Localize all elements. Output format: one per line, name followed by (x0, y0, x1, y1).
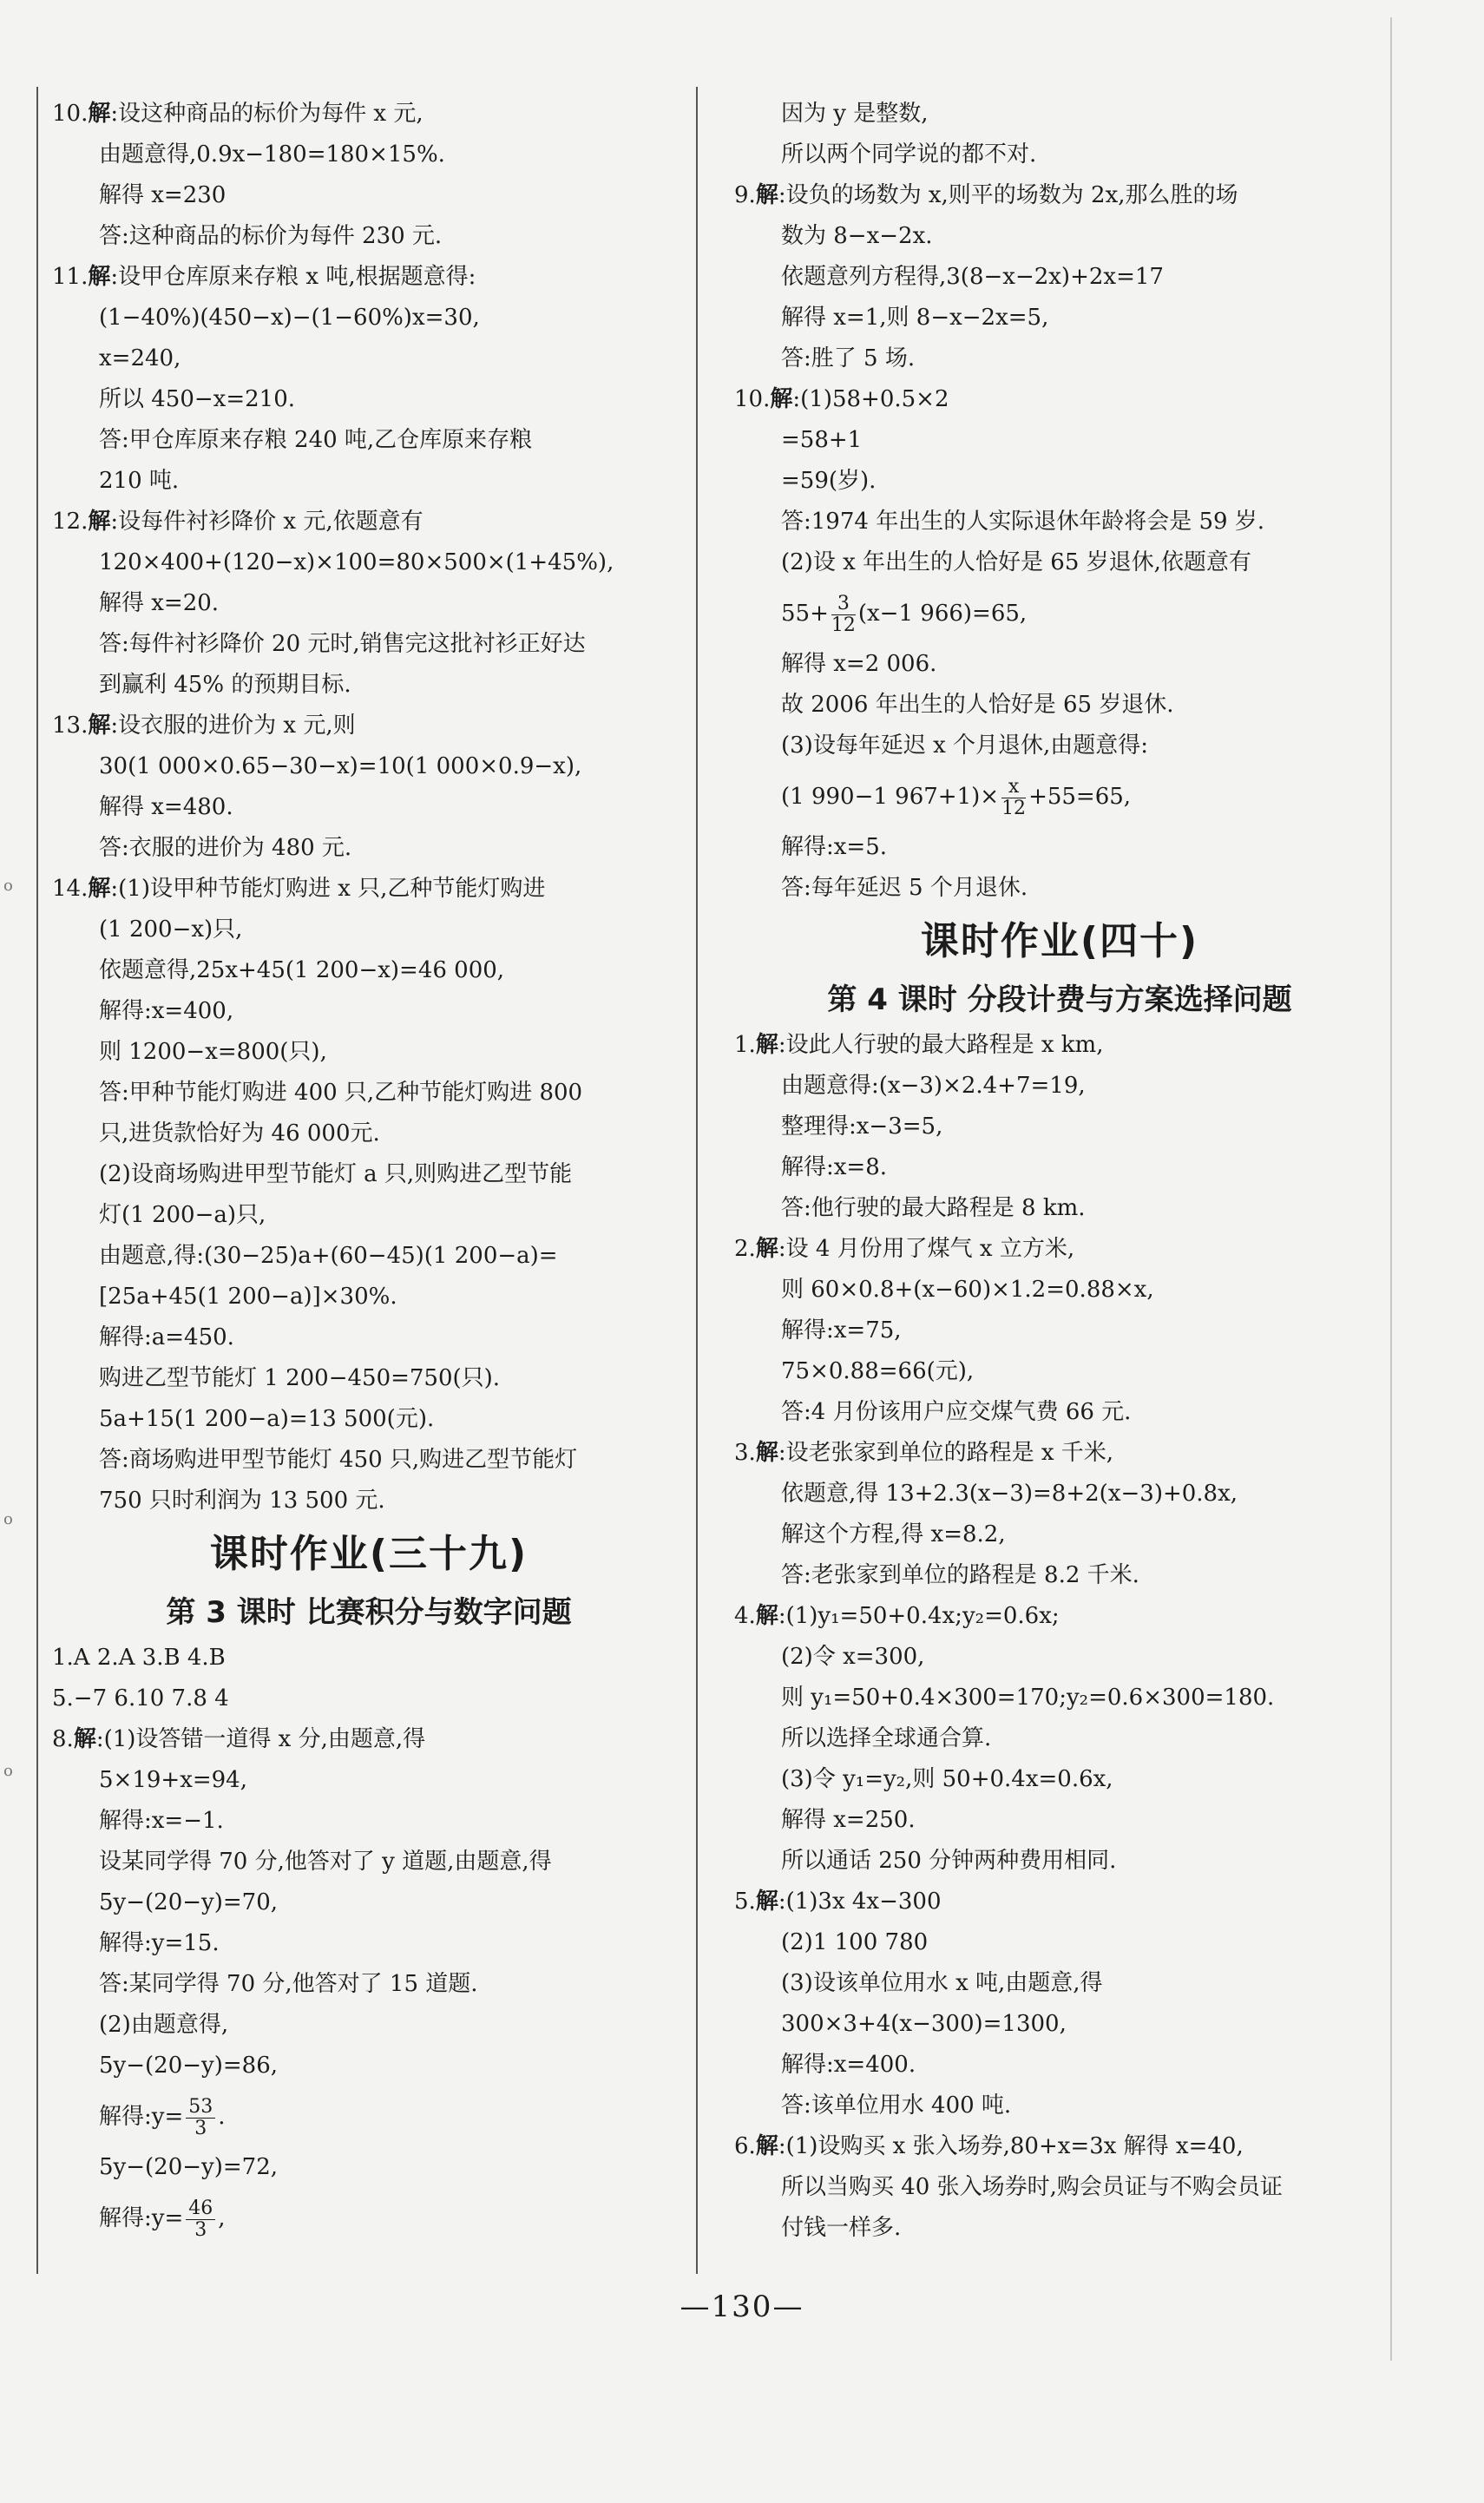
solution-line: 付钱一样多. (781, 2215, 902, 2241)
problem-number: 10. (734, 386, 771, 412)
problem-6 (734, 2126, 1385, 2167)
solution-label: 解 (755, 1440, 778, 1466)
solution-line: 则 y₁=50+0.4×300=170;y₂=0.6×300=180. (781, 1685, 1275, 1711)
solution-line: 灯(1 200−a)只, (99, 1202, 266, 1228)
fraction-line (734, 583, 1385, 644)
solution-line: 购进乙型节能灯 1 200−450=750(只). (99, 1365, 501, 1391)
solution-line: :设甲仓库原来存粮 x 吨,根据题意得: (110, 264, 476, 290)
column-divider (696, 87, 698, 2274)
solution-line: 120×400+(120−x)×100=80×500×(1+45%), (99, 549, 614, 575)
solution-line: 75×0.88=66(元), (781, 1358, 975, 1384)
solution-line: 解得:x=400, (99, 998, 234, 1024)
answer-line: 答:衣服的进价为 480 元. (99, 835, 352, 861)
solution-line: 故 2006 年出生的人恰好是 65 岁退休. (781, 692, 1174, 718)
problem-1 (734, 1025, 1385, 1066)
problem-5 (734, 1882, 1385, 1922)
choice-answers: 1.A 2.A 3.B 4.B (52, 1645, 226, 1671)
problem-3 (734, 1433, 1385, 1474)
solution-line: 所以选择全球通合算. (781, 1725, 992, 1751)
problem-number: 13. (52, 713, 89, 739)
problem-number: 8. (52, 1726, 74, 1752)
solution-label: 解 (88, 264, 111, 290)
answer-line: 答:胜了 5 场. (781, 345, 916, 371)
solution-line: 5y−(20−y)=86, (99, 2053, 278, 2079)
fraction-line (52, 2086, 686, 2147)
fill-answers: 5.−7 6.10 7.8 4 (52, 1685, 229, 1711)
answer-line: 答:老张家到单位的路程是 8.2 千米. (781, 1562, 1139, 1588)
solution-line: 由题意得:(x−3)×2.4+7=19, (781, 1073, 1086, 1099)
denominator: 3 (194, 2117, 207, 2139)
solution-line: 设某同学得 70 分,他答对了 y 道题,由题意,得 (99, 1849, 552, 1875)
problem-4 (734, 1596, 1385, 1637)
solution-line: (2)1 100 780 (781, 1929, 929, 1955)
solution-line: :(1)设甲种节能灯购进 x 只,乙种节能灯购进 (110, 876, 546, 902)
solution-text: 55+ (781, 601, 829, 627)
solution-line: 解得:x=−1. (99, 1808, 224, 1834)
answer-line: 答:每年延迟 5 个月退休. (781, 875, 1028, 901)
solution-line: 5y−(20−y)=72, (99, 2154, 278, 2180)
answer-line: 答:甲种节能灯购进 400 只,乙种节能灯购进 800 (99, 1080, 583, 1106)
solution-line: 则 1200−x=800(只), (99, 1039, 327, 1065)
solution-line: 依题意列方程得,3(8−x−2x)+2x=17 (781, 264, 1164, 290)
solution-label: 解 (755, 2133, 778, 2159)
left-margin-rule (36, 87, 38, 2274)
answer-line: 750 只时利润为 13 500 元. (99, 1488, 385, 1514)
solution-label: 解 (88, 101, 111, 127)
solution-label: 解 (755, 1236, 778, 1262)
fraction (186, 2198, 215, 2241)
answer-line: 答:该单位用水 400 吨. (781, 2092, 1012, 2119)
problem-number: 1. (734, 1032, 756, 1058)
solution-line: 5y−(20−y)=70, (99, 1889, 278, 1915)
solution-text: +55=65, (1028, 784, 1132, 810)
solution-line: 解得 x=250. (781, 1807, 916, 1833)
answer-line: 答:他行驶的最大路程是 8 km. (781, 1195, 1086, 1221)
solution-text: 解得:y= (99, 2205, 184, 2231)
right-column (734, 94, 1385, 2249)
solution-label: 解 (755, 1603, 778, 1629)
solution-line: (2)令 x=300, (781, 1644, 925, 1670)
solution-line: (2)由题意得, (99, 2012, 229, 2038)
numerator: 53 (186, 2097, 215, 2119)
denominator: 12 (831, 614, 856, 636)
solution-line: 解得:y=15. (99, 1930, 220, 1956)
solution-line: 解得 x=1,则 8−x−2x=5, (781, 305, 1049, 331)
left-column (52, 94, 686, 2249)
answer-line: 只,进货款恰好为 46 000元. (99, 1120, 380, 1146)
solution-label: 解 (88, 876, 111, 902)
problem-number: 5. (734, 1889, 756, 1915)
answer-line: 答:商场购进甲型节能灯 450 只,购进乙型节能灯 (99, 1447, 578, 1473)
solution-line: :设老张家到单位的路程是 x 千米, (778, 1440, 1114, 1466)
solution-line: (3)设每年延迟 x 个月退休,由题意得: (781, 733, 1149, 759)
numerator: x (1001, 777, 1026, 798)
solution-line: 解得:x=5. (781, 834, 888, 860)
solution-line: 数为 8−x−2x. (781, 223, 933, 249)
section-subheading: 第 4 课时 分段计费与方案选择问题 (827, 982, 1292, 1017)
problem-9 (734, 175, 1385, 216)
answer-line: 答:某同学得 70 分,他答对了 15 道题. (99, 1971, 478, 1997)
solution-label: 解 (755, 1889, 778, 1915)
solution-label: 解 (88, 713, 111, 739)
solution-line: :(1)设购买 x 张入场券,80+x=3x 解得 x=40, (778, 2133, 1244, 2159)
solution-line: 因为 y 是整数, (781, 101, 929, 127)
solution-line: 整理得:x−3=5, (781, 1114, 943, 1140)
answer-line: 答:每件衬衫降价 20 元时,销售完这批衬衫正好达 (99, 631, 586, 657)
problem-number: 9. (734, 182, 756, 208)
solution-line: 依题意,得 13+2.3(x−3)=8+2(x−3)+0.8x, (781, 1481, 1238, 1507)
solution-line: =59(岁). (781, 468, 877, 494)
section-subheading: 第 3 课时 比赛积分与数字问题 (166, 1595, 572, 1630)
answer-line: 答:4 月份该用户应交煤气费 66 元. (781, 1399, 1132, 1425)
answer-line: 答:这种商品的标价为每件 230 元. (99, 223, 443, 249)
fraction (1001, 777, 1026, 819)
solution-line: 5a+15(1 200−a)=13 500(元). (99, 1406, 435, 1432)
solution-line: (1 200−x)只, (99, 916, 243, 943)
answer-line: 答:1974 年出生的人实际退休年龄将会是 59 岁. (781, 509, 1265, 535)
solution-text: 解得:y= (99, 2104, 184, 2130)
answer-line: 答:甲仓库原来存粮 240 吨,乙仓库原来存粮 (99, 427, 533, 453)
solution-line: (2)设商场购进甲型节能灯 a 只,则购进乙型节能 (99, 1161, 573, 1187)
solution-line: :设这种商品的标价为每件 x 元, (110, 101, 424, 127)
solution-line: :设负的场数为 x,则平的场数为 2x,那么胜的场 (778, 182, 1238, 208)
solution-line: :设每件衬衫降价 x 元,依题意有 (110, 509, 424, 535)
solution-line: :设此人行驶的最大路程是 x km, (778, 1032, 1104, 1058)
problem-10-right (734, 379, 1385, 420)
solution-line: x=240, (99, 345, 181, 371)
solution-line: 解得 x=2 006. (781, 651, 937, 677)
solution-line: :(1)设答错一道得 x 分,由题意,得 (95, 1726, 426, 1752)
solution-line: 由题意得,0.9x−180=180×15%. (99, 141, 445, 168)
section-heading: 课时作业(四十) (920, 919, 1199, 963)
denominator: 12 (1001, 797, 1027, 819)
solution-line: (3)令 y₁=y₂,则 50+0.4x=0.6x, (781, 1766, 1113, 1792)
problem-14 (52, 869, 686, 910)
solution-line: 30(1 000×0.65−30−x)=10(1 000×0.9−x), (99, 753, 582, 779)
solution-line: 300×3+4(x−300)=1300, (781, 2011, 1067, 2037)
problem-11 (52, 257, 686, 298)
solution-line: 所以两个同学说的都不对. (781, 141, 1037, 168)
solution-line: 所以当购买 40 张入场券时,购会员证与不购会员证 (781, 2174, 1283, 2200)
denominator: 3 (194, 2218, 207, 2241)
solution-line: :设衣服的进价为 x 元,则 (110, 713, 356, 739)
solution-line: :(1)y₁=50+0.4x;y₂=0.6x; (778, 1603, 1060, 1629)
fraction (186, 2097, 215, 2139)
solution-line: 解得 x=230 (99, 182, 227, 208)
solution-line: 解得 x=480. (99, 794, 233, 820)
problem-8 (52, 1719, 686, 1760)
solution-line: 解这个方程,得 x=8.2, (781, 1521, 1006, 1547)
solution-line: 解得:x=8. (781, 1154, 888, 1180)
page-edge-shadow (1390, 17, 1392, 2361)
problem-number: 2. (734, 1236, 756, 1262)
problem-10 (52, 94, 686, 135)
numerator: 46 (186, 2198, 215, 2220)
solution-line: 所以通话 250 分钟两种费用相同. (781, 1848, 1117, 1874)
problem-number: 4. (734, 1603, 756, 1629)
problem-number: 6. (734, 2133, 756, 2159)
binding-mark: o (3, 1762, 13, 1780)
solution-line: 解得 x=20. (99, 590, 220, 616)
solution-line: :(1)3x 4x−300 (778, 1889, 942, 1915)
solution-label: 解 (770, 386, 793, 412)
problem-number: 11. (52, 264, 89, 290)
problem-number: 12. (52, 509, 89, 535)
solution-line: (1−40%)(450−x)−(1−60%)x=30, (99, 305, 480, 331)
solution-text: . (218, 2104, 226, 2130)
fraction-line (52, 2188, 686, 2249)
solution-text: (1 990−1 967+1)× (781, 784, 1000, 810)
solution-label: 解 (755, 182, 778, 208)
solution-text: , (218, 2205, 226, 2231)
binding-mark: o (3, 1510, 13, 1528)
solution-line: 解得:x=400. (781, 2052, 916, 2078)
solution-line: 依题意得,25x+45(1 200−x)=46 000, (99, 957, 505, 983)
solution-line: 由题意,得:(30−25)a+(60−45)(1 200−a)= (99, 1243, 558, 1269)
solution-line: :(1)58+0.5×2 (792, 386, 949, 412)
answer-line: 210 吨. (99, 468, 180, 494)
solution-label: 解 (73, 1726, 96, 1752)
solution-label: 解 (88, 509, 111, 535)
binding-mark: o (3, 877, 13, 895)
solution-text: (x−1 966)=65, (857, 601, 1028, 627)
answer-line: 到赢利 45% 的预期目标. (99, 672, 351, 698)
page-number: —130— (680, 2289, 804, 2324)
solution-line: [25a+45(1 200−a)]×30%. (99, 1284, 397, 1310)
solution-line: =58+1 (781, 427, 863, 453)
solution-line: 则 60×0.8+(x−60)×1.2=0.88×x, (781, 1277, 1154, 1303)
problem-number: 14. (52, 876, 89, 902)
solution-line: (2)设 x 年出生的人恰好是 65 岁退休,依题意有 (781, 549, 1251, 575)
fraction (831, 594, 856, 636)
fraction-line (734, 766, 1385, 827)
solution-line: 解得:a=450. (99, 1324, 234, 1350)
problem-2 (734, 1229, 1385, 1270)
solution-line: (3)设该单位用水 x 吨,由题意,得 (781, 1970, 1103, 1996)
solution-line: :设 4 月份用了煤气 x 立方米, (778, 1236, 1075, 1262)
problem-13 (52, 706, 686, 746)
problem-12 (52, 502, 686, 542)
solution-line: 解得:x=75, (781, 1317, 902, 1343)
problem-number: 10. (52, 101, 89, 127)
solution-label: 解 (755, 1032, 778, 1058)
numerator: 3 (831, 594, 856, 615)
problem-number: 3. (734, 1440, 756, 1466)
solution-line: 所以 450−x=210. (99, 386, 296, 412)
solution-line: 5×19+x=94, (99, 1767, 247, 1793)
section-heading: 课时作业(三十九) (209, 1532, 529, 1576)
